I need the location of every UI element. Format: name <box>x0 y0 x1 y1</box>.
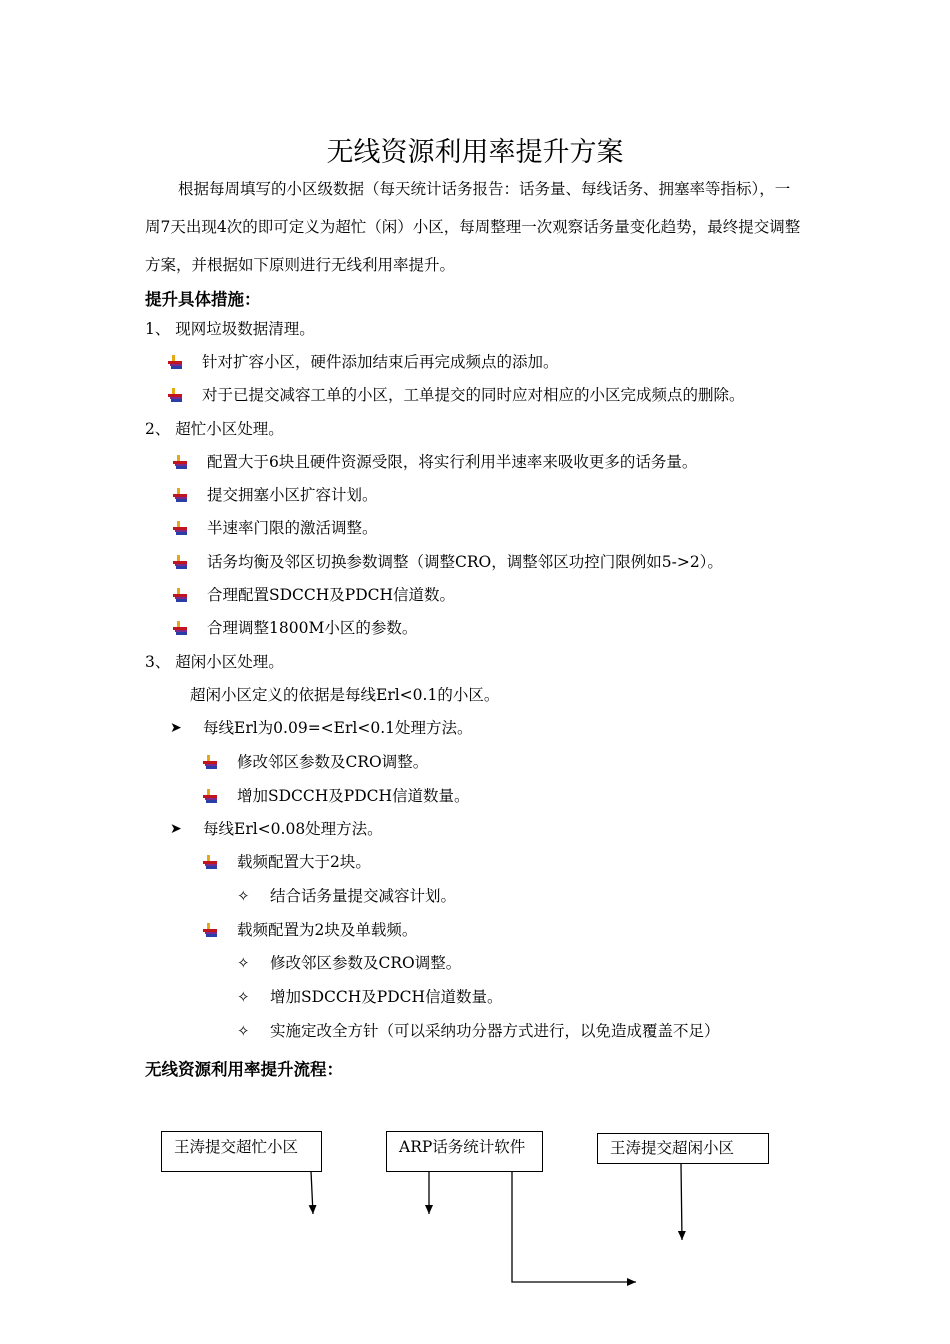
flow-arrow <box>512 1171 636 1282</box>
section-1-title: 1、 现网垃圾数据清理。 <box>145 320 315 338</box>
flow-box-busy: 王涛提交超忙小区 <box>161 1131 322 1172</box>
flow-heading: 无线资源利用率提升流程： <box>145 1060 343 1079</box>
section-3-title: 3、 超闲小区处理。 <box>145 653 284 671</box>
measures-heading: 提升具体措施： <box>145 290 261 309</box>
arrowhead-bullet-icon: ➤ <box>170 720 182 736</box>
page-title: 无线资源利用率提升方案 <box>326 137 624 168</box>
flow-arrow <box>311 1171 313 1214</box>
diamond-bullet-icon: ✧ <box>237 1022 250 1040</box>
intro-paragraph: 根据每周填写的小区级数据（每天统计话务报告：话务量、每线话务、拥塞率等指标），一周7天出现4次的即可定义为超忙（闲）小区，每周整理一次观察话务量变化趋势，最终提交调整方案，并根据如下原则进行无线利用率提升。 <box>145 180 801 274</box>
arrowhead-bullet-icon: ➤ <box>170 821 182 837</box>
section-2-title: 2、 超忙小区处理。 <box>145 420 284 438</box>
idle-definition: 超闲小区定义的依据是每线Erl<0.1的小区。 <box>190 686 500 704</box>
flow-arrow <box>681 1164 682 1240</box>
flow-box-idle: 王涛提交超闲小区 <box>597 1133 769 1164</box>
diamond-bullet-icon: ✧ <box>237 887 250 905</box>
diamond-bullet-icon: ✧ <box>237 988 250 1006</box>
diamond-bullet-icon: ✧ <box>237 954 250 972</box>
flow-box-arp: ARP话务统计软件 <box>386 1131 543 1172</box>
